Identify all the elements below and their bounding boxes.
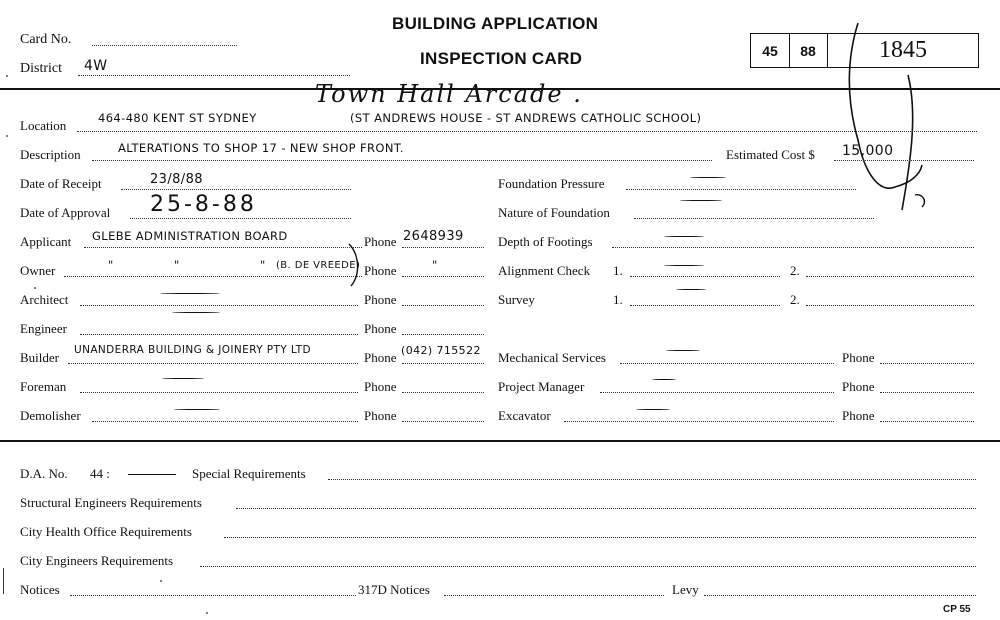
health-line bbox=[224, 537, 976, 538]
foreman-dash-mark bbox=[162, 378, 204, 379]
date-approval-line bbox=[130, 218, 351, 219]
project-manager-phone-line bbox=[880, 392, 974, 393]
owner-phone-line bbox=[402, 276, 484, 277]
date-receipt-line bbox=[121, 189, 351, 190]
demolisher-dash-mark bbox=[174, 409, 220, 410]
owner-phone-label: Phone bbox=[364, 263, 397, 278]
engineer-phone-label: Phone bbox=[364, 321, 397, 336]
mechanical-label: Mechanical Services bbox=[498, 350, 606, 365]
alignment-check-label: Alignment Check bbox=[498, 263, 591, 278]
engineer-line bbox=[80, 334, 358, 335]
demolisher-line bbox=[92, 421, 358, 422]
district-line bbox=[78, 75, 350, 76]
foundation-pressure-label: Foundation Pressure bbox=[498, 176, 605, 191]
survey-label: Survey bbox=[498, 292, 535, 307]
mechanical-phone-line bbox=[880, 363, 974, 364]
excavator-phone-line bbox=[880, 421, 974, 422]
location-value: 464-480 KENT ST SYDNEY bbox=[98, 111, 257, 125]
survey-line-2 bbox=[806, 305, 974, 306]
foreman-phone-label: Phone bbox=[364, 379, 397, 394]
description-line bbox=[92, 160, 712, 161]
applicant-label: Applicant bbox=[20, 234, 72, 249]
description-value: ALTERATIONS TO SHOP 17 - NEW SHOP FRONT. bbox=[118, 141, 404, 155]
engineer-label: Engineer bbox=[20, 321, 67, 336]
da-no-dash bbox=[128, 474, 176, 475]
project-manager-label: Project Manager bbox=[498, 379, 585, 394]
description-label: Description bbox=[20, 147, 81, 162]
city-engineers-label: City Engineers Requirements bbox=[20, 553, 174, 568]
notices-line bbox=[70, 595, 356, 596]
nature-foundation-line bbox=[634, 218, 874, 219]
scan-speck bbox=[160, 580, 162, 582]
notices-317d-line bbox=[444, 595, 664, 596]
architect-phone-label: Phone bbox=[364, 292, 397, 307]
city-engineers-line bbox=[200, 566, 976, 567]
district-label: District bbox=[20, 61, 62, 76]
owner-phone-value: " bbox=[432, 258, 438, 272]
nature-foundation-label: Nature of Foundation bbox=[498, 205, 610, 220]
demolisher-phone-label: Phone bbox=[364, 408, 397, 423]
levy-line bbox=[704, 595, 976, 596]
pen-scribble bbox=[840, 15, 960, 215]
scan-speck bbox=[34, 287, 36, 289]
architect-line bbox=[80, 305, 358, 306]
owner-ditto-2: " bbox=[174, 258, 180, 272]
structural-label: Structural Engineers Requirements bbox=[20, 495, 202, 510]
demolisher-label: Demolisher bbox=[20, 408, 81, 423]
excavator-line bbox=[564, 421, 834, 422]
card-number-box: 1845 bbox=[828, 33, 979, 68]
alignment-line-1 bbox=[630, 276, 780, 277]
location-note: (ST ANDREWS HOUSE - ST ANDREWS CATHOLIC SCHOOL) bbox=[350, 111, 702, 125]
middle-rule bbox=[0, 440, 1000, 442]
date-receipt-label: Date of Receipt bbox=[20, 176, 102, 191]
demolisher-phone-line bbox=[402, 421, 484, 422]
health-label: City Health Office Requirements bbox=[20, 524, 192, 539]
builder-value: UNANDERRA BUILDING & JOINERY PTY LTD bbox=[74, 344, 311, 356]
applicant-phone-value: 2648939 bbox=[403, 229, 464, 244]
foreman-line bbox=[80, 392, 358, 393]
alignment-num-1: 1. bbox=[613, 263, 623, 278]
scan-edge-mark bbox=[3, 568, 4, 594]
estimated-cost-line bbox=[834, 160, 974, 161]
excavator-label: Excavator bbox=[498, 408, 551, 423]
owner-label: Owner bbox=[20, 263, 56, 278]
owner-note: (B. DE VREEDE) bbox=[276, 260, 361, 271]
architect-dash-mark bbox=[160, 293, 220, 294]
title-line2: INSPECTION CARD bbox=[420, 49, 583, 68]
project-manager-line bbox=[600, 392, 834, 393]
box-district-code: 45 bbox=[750, 33, 790, 68]
annotation-town-hall-arcade: Town Hall Arcade . bbox=[315, 80, 583, 108]
alignment-dash bbox=[664, 265, 704, 266]
applicant-phone-line bbox=[402, 247, 484, 248]
engineer-phone-line bbox=[402, 334, 484, 335]
excavator-phone-label: Phone bbox=[842, 408, 875, 423]
foreman-label: Foreman bbox=[20, 379, 67, 394]
card-no-line bbox=[92, 45, 237, 46]
location-line bbox=[77, 131, 977, 132]
builder-phone-value: (042) 715522 bbox=[401, 344, 481, 357]
special-requirements-label: Special Requirements bbox=[192, 466, 306, 481]
mechanical-line bbox=[620, 363, 834, 364]
mechanical-phone-label: Phone bbox=[842, 350, 875, 365]
depth-footings-label: Depth of Footings bbox=[498, 234, 593, 249]
form-code: CP 55 bbox=[943, 604, 971, 615]
mechanical-dash bbox=[666, 350, 700, 351]
district-value: 4W bbox=[84, 58, 108, 74]
survey-dash bbox=[676, 289, 706, 290]
owner-ditto-3: " bbox=[260, 258, 266, 272]
location-label: Location bbox=[20, 118, 67, 133]
foreman-phone-line bbox=[402, 392, 484, 393]
architect-label: Architect bbox=[20, 292, 69, 307]
builder-phone-line bbox=[402, 363, 484, 364]
date-receipt-value: 23/8/88 bbox=[150, 172, 203, 187]
special-requirements-line bbox=[328, 479, 976, 480]
scan-speck bbox=[6, 75, 8, 77]
architect-dash-mark-2 bbox=[172, 312, 220, 313]
foundation-pressure-dash bbox=[690, 177, 726, 178]
owner-line bbox=[64, 276, 362, 277]
alignment-line-2 bbox=[806, 276, 974, 277]
title-line1: BUILDING APPLICATION bbox=[392, 14, 599, 33]
scan-speck bbox=[6, 135, 8, 137]
survey-num-2: 2. bbox=[790, 292, 800, 307]
date-approval-label: Date of Approval bbox=[20, 205, 111, 220]
owner-ditto-1: " bbox=[108, 258, 114, 272]
card-no-label: Card No. bbox=[20, 32, 72, 47]
applicant-phone-label: Phone bbox=[364, 234, 397, 249]
da-no-value: 44 : bbox=[90, 466, 110, 481]
alignment-num-2: 2. bbox=[790, 263, 800, 278]
builder-line bbox=[68, 363, 358, 364]
excavator-dash bbox=[636, 409, 670, 410]
levy-label: Levy bbox=[672, 582, 699, 597]
estimated-cost-label: Estimated Cost $ bbox=[726, 147, 815, 162]
builder-label: Builder bbox=[20, 350, 59, 365]
scan-speck bbox=[206, 612, 208, 614]
depth-footings-line bbox=[612, 247, 974, 248]
box-year: 88 bbox=[789, 33, 828, 68]
builder-phone-label: Phone bbox=[364, 350, 397, 365]
applicant-value: GLEBE ADMINISTRATION BOARD bbox=[92, 229, 288, 243]
project-manager-phone-label: Phone bbox=[842, 379, 875, 394]
survey-num-1: 1. bbox=[613, 292, 623, 307]
estimated-cost-value: 15,000 bbox=[842, 143, 894, 159]
notices-label: Notices bbox=[20, 582, 60, 597]
date-approval-value: 25-8-88 bbox=[150, 192, 257, 217]
project-manager-dash bbox=[652, 379, 676, 380]
nature-foundation-dash bbox=[680, 200, 722, 201]
applicant-line bbox=[84, 247, 362, 248]
notices-317d-label: 317D Notices bbox=[358, 582, 430, 597]
foundation-pressure-line bbox=[626, 189, 856, 190]
da-no-label: D.A. No. bbox=[20, 466, 68, 481]
survey-line-1 bbox=[630, 305, 780, 306]
architect-phone-line bbox=[402, 305, 484, 306]
structural-line bbox=[236, 508, 976, 509]
owner-bracket-scribble bbox=[345, 240, 365, 290]
depth-footings-dash bbox=[664, 236, 704, 237]
